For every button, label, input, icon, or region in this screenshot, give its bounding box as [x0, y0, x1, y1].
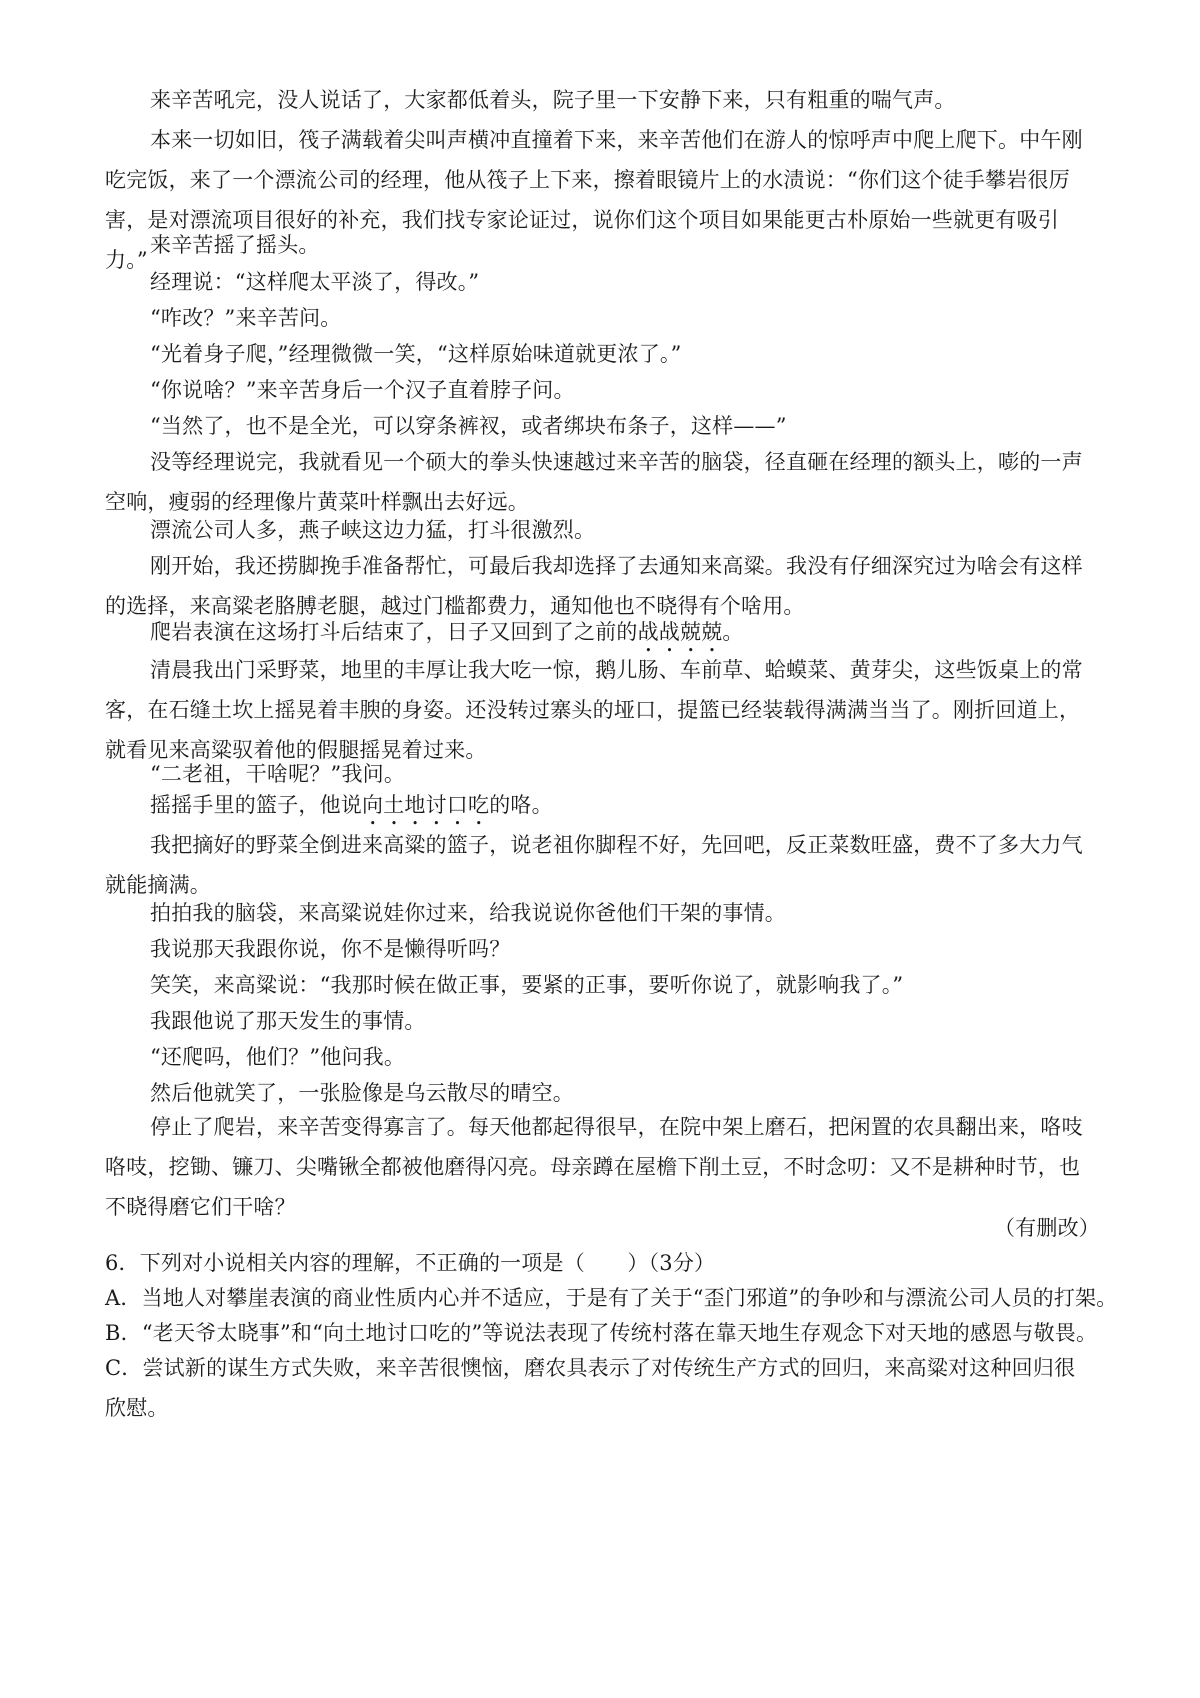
paragraph-22: 然后他就笑了，一张脸像是乌云散尽的晴空。 [150, 1081, 574, 1105]
option-b: B．“老天爷太晓事”和“向土地讨口吃的”等说法表现了传统村落在靠天地生存观念下对天地的感恩与敬畏。 [105, 1321, 1098, 1345]
edit-note: （有删改） [994, 1216, 1100, 1240]
paragraph-10: 漂流公司人多，燕子峡这边力猛，打斗很激烈。 [150, 518, 596, 542]
paragraph-11: 刚开始，我还捞脚挽手准备帮忙，可最后我却选择了去通知来高粱。我没有仔细深究过为啥会有这样的选择，来高粱老胳膊老腿，越过门槛都费力，通知他也不晓得有个啥用。 [105, 554, 1083, 618]
emphasis-zhanzhanjingjing: 战战兢兢 [637, 620, 723, 644]
paragraph-6: “光着身子爬，”经理微微一笑，“这样原始味道就更浓了。” [150, 342, 682, 366]
paragraph-3: 来辛苦摇了摇头。 [150, 233, 320, 257]
paragraph-21: “还爬吗，他们？”他问我。 [150, 1045, 406, 1069]
paragraph-16: 我把摘好的野菜全倒进来高粱的篮子，说老祖你脚程不好，先回吧，反正菜数旺盛，费不了多大力气就能摘满。 [105, 833, 1083, 897]
paragraph-1: 来辛苦吼完，没人说话了，大家都低着头，院子里一下安静下来，只有粗重的喘气声。 [150, 88, 956, 112]
paragraph-18: 我说那天我跟你说，你不是懒得听吗？ [150, 937, 511, 961]
paragraph-17: 拍拍我的脑袋，来高粱说娃你过来，给我说说你爸他们干架的事情。 [150, 901, 786, 925]
paragraph-15 [150, 785, 553, 830]
paragraph-4: 经理说：“这样爬太平淡了，得改。” [150, 270, 480, 294]
paragraph-20: 我跟他说了那天发生的事情。 [150, 1009, 426, 1033]
paragraph-5: “咋改？”来辛苦问。 [150, 306, 342, 330]
emphasis-xiangtudi: 向土地讨口吃 [362, 793, 490, 817]
paragraph-12-end: 。 [722, 620, 744, 644]
paragraph-14: “二老祖，干啥呢？”我问。 [150, 762, 406, 786]
paragraph-8: “当然了，也不是全光，可以穿条裤衩，或者绑块布条子，这样——” [150, 414, 787, 438]
paragraph-19: 笑笑，来高粱说：“我那时候在做正事，要紧的正事，要听你说了，就影响我了。” [150, 973, 904, 997]
paragraph-15-text: 摇摇手里的篮子，他说 [150, 793, 362, 817]
paragraph-12-text: 爬岩表演在这场打斗后结束了，日子又回到了之前的 [150, 620, 638, 644]
paragraph-13: 清晨我出门采野菜，地里的丰厚让我大吃一惊，鹅儿肠、车前草、蛤蟆菜、黄芽尖，这些饭桌上的常客，在石缝土坎上摇晃着丰腴的身姿。还没转过寨头的垭口，提篮已经装载得满满当当了。刚折回道上，就看见来高粱驭着他的假腿摇晃着过来。 [105, 658, 1083, 762]
paragraph-2: 本来一切如旧，筏子满载着尖叫声横冲直撞着下来，来辛苦他们在游人的惊呼声中爬上爬下。中午刚吃完饭，来了一个漂流公司的经理，他从筏子上下来，擦着眼镜片上的水渍说：“你们这个徒手攀岩很厉害，是对漂流项目很好的补充，我们找专家论证过，说你们这个项目如果能更古朴原始一些就更有吸引力。” [105, 128, 1083, 272]
option-a: A．当地人对攀崖表演的商业性质内心并不适应，于是有了关于“歪门邪道”的争吵和与漂流公司人员的打架。 [105, 1286, 1118, 1310]
option-c: C．尝试新的谋生方式失败，来辛苦很懊恼，磨农具表示了对传统生产方式的回归，来高粱对这种回归很欣慰。 [105, 1356, 1076, 1420]
paragraph-7: “你说啥？”来辛苦身后一个汉子直着脖子问。 [150, 378, 575, 402]
question-6-stem: 6．下列对小说相关内容的理解，不正确的一项是（ ）（3分） [105, 1251, 716, 1275]
paragraph-23: 停止了爬岩，来辛苦变得寡言了。每天他都起得很早，在院中架上磨石，把闲置的农具翻出来，咯吱咯吱，挖锄、镰刀、尖嘴锹全都被他磨得闪亮。母亲蹲在屋檐下削土豆，不时念叨：又不是耕种时节，也不晓得磨它们干啥？ [105, 1115, 1083, 1219]
paragraph-15-end: 的咯。 [489, 793, 553, 817]
paragraph-9: 没等经理说完，我就看见一个硕大的拳头快速越过来辛苦的脑袋，径直砸在经理的额头上，嘭的一声空响，瘦弱的经理像片黄菜叶样飘出去好远。 [105, 450, 1083, 514]
